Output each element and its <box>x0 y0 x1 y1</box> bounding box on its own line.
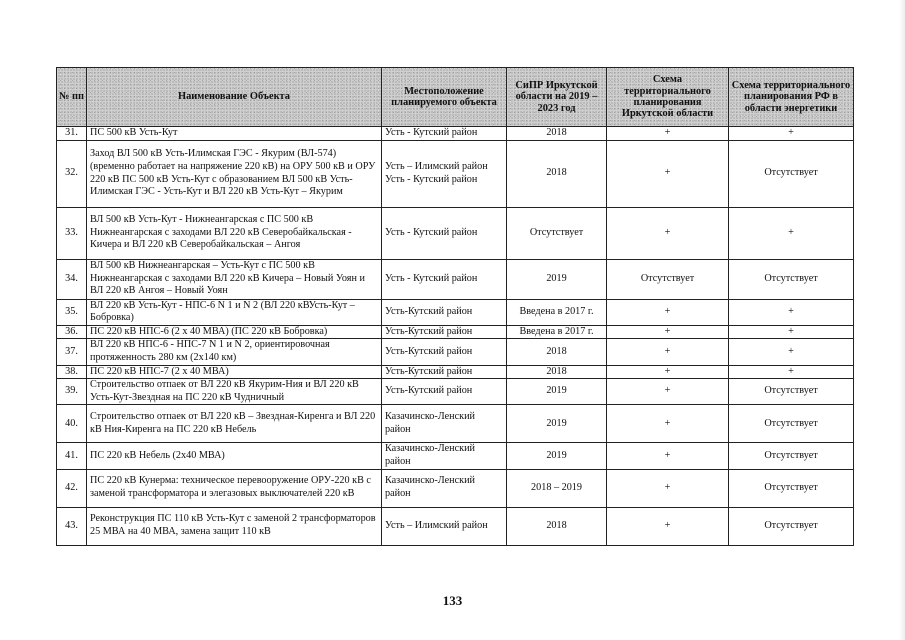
cell-sipr: Отсутствует <box>507 207 607 259</box>
cell-stp-irkutsk: Отсутствует <box>607 259 729 299</box>
cell-stp-irkutsk: + <box>607 365 729 379</box>
scan-edge <box>899 0 905 640</box>
header-sipr: СиПР Иркутской области на 2019 – 2023 год <box>507 68 607 127</box>
table-row <box>57 379 854 405</box>
cell-sipr: 2018 – 2019 <box>507 469 607 507</box>
cell-object-name: ВЛ 500 кВ Усть-Кут - Нижнеангарская с ПС 500 кВ Нижнеангарская с заходами ВЛ 220 кВ Северобайкальская - Кичера и ВЛ 220 кВ Северобайкальская – Ангоя <box>87 207 382 259</box>
cell-object-name: ПС 220 кВ НПС-7 (2 х 40 МВА) <box>87 365 382 379</box>
cell-sipr: 2019 <box>507 379 607 405</box>
cell-object-name: Заход ВЛ 500 кВ Усть-Илимская ГЭС - Якурим (ВЛ-574) (временно работает на напряжение 220 кВ) на ОРУ 500 кВ и ОРУ 220 кВ ПС 500 кВ Усть-Кут с образованием ВЛ 500 кВ Усть-Илимская ГЭС - Усть-Кут и ВЛ 220 кВ Усть-Кут – Якурим <box>87 140 382 207</box>
cell-location: Усть - Кутский район <box>382 207 507 259</box>
cell-number: 36. <box>57 325 87 339</box>
cell-stp-irkutsk: + <box>607 325 729 339</box>
cell-stp-rf: Отсутствует <box>729 379 854 405</box>
cell-location: Усть-Кутский район <box>382 325 507 339</box>
cell-number: 33. <box>57 207 87 259</box>
table-row <box>57 507 854 545</box>
cell-object-name: ПС 220 кВ Кунерма: техническое перевооружение ОРУ-220 кВ с заменой трансформатора и элегазовых выключателей 220 кВ <box>87 469 382 507</box>
cell-stp-rf: + <box>729 325 854 339</box>
cell-stp-rf: + <box>729 127 854 141</box>
cell-stp-rf: + <box>729 299 854 325</box>
cell-sipr: 2018 <box>507 507 607 545</box>
cell-sipr: 2018 <box>507 127 607 141</box>
page-number: 133 <box>442 593 463 608</box>
cell-object-name: Реконструкция ПС 110 кВ Усть-Кут с заменой 2 трансформаторов 25 МВА на 40 МВА, замена защит 110 кВ <box>87 507 382 545</box>
cell-location: Усть - Кутский район <box>382 127 507 141</box>
cell-stp-irkutsk: + <box>607 140 729 207</box>
cell-object-name: ПС 500 кВ Усть-Кут <box>87 127 382 141</box>
cell-stp-irkutsk: + <box>607 507 729 545</box>
table-row <box>57 443 854 469</box>
cell-sipr: Введена в 2017 г. <box>507 325 607 339</box>
table-header-row <box>57 68 854 127</box>
header-stp-rf: Схема территориального планирования РФ в области энергетики <box>729 68 854 127</box>
table-row <box>57 339 854 365</box>
cell-location: Казачинско-Ленский район <box>382 469 507 507</box>
cell-stp-rf: Отсутствует <box>729 259 854 299</box>
cell-stp-irkutsk: + <box>607 299 729 325</box>
cell-number: 42. <box>57 469 87 507</box>
cell-stp-rf: + <box>729 339 854 365</box>
cell-stp-irkutsk: + <box>607 127 729 141</box>
cell-stp-rf: Отсутствует <box>729 405 854 443</box>
cell-object-name: ПС 220 кВ НПС-6 (2 х 40 МВА) (ПС 220 кВ Бобровка) <box>87 325 382 339</box>
cell-stp-rf: Отсутствует <box>729 443 854 469</box>
cell-stp-irkutsk: + <box>607 443 729 469</box>
cell-sipr: Введена в 2017 г. <box>507 299 607 325</box>
header-number: № пп <box>57 68 87 127</box>
cell-object-name: ПС 220 кВ Небель (2х40 МВА) <box>87 443 382 469</box>
cell-number: 37. <box>57 339 87 365</box>
table-row <box>57 140 854 207</box>
cell-location: Усть-Кутский район <box>382 339 507 365</box>
cell-stp-rf: Отсутствует <box>729 140 854 207</box>
cell-stp-irkutsk: + <box>607 207 729 259</box>
cell-number: 34. <box>57 259 87 299</box>
cell-location: Усть-Кутский район <box>382 379 507 405</box>
cell-sipr: 2019 <box>507 443 607 469</box>
cell-stp-rf: + <box>729 365 854 379</box>
cell-number: 39. <box>57 379 87 405</box>
cell-sipr: 2018 <box>507 140 607 207</box>
cell-location: Усть - Кутский район <box>382 259 507 299</box>
cell-location: Казачинско-Ленский район <box>382 405 507 443</box>
cell-object-name: Строительство отпаек от ВЛ 220 кВ – Звездная-Киренга и ВЛ 220 кВ Ния-Киренга на ПС 220 кВ Небель <box>87 405 382 443</box>
table-row <box>57 405 854 443</box>
table-row <box>57 469 854 507</box>
cell-sipr: 2018 <box>507 339 607 365</box>
cell-object-name: ВЛ 220 кВ Усть-Кут - НПС-6 N 1 и N 2 (ВЛ 220 кВУсть-Кут – Бобровка) <box>87 299 382 325</box>
cell-object-name: Строительство отпаек от ВЛ 220 кВ Якурим-Ния и ВЛ 220 кВ Усть-Кут-Звездная на ПС 220 кВ Чудничный <box>87 379 382 405</box>
cell-number: 40. <box>57 405 87 443</box>
cell-location: Усть-Кутский район <box>382 365 507 379</box>
cell-stp-irkutsk: + <box>607 469 729 507</box>
cell-object-name: ВЛ 220 кВ НПС-6 - НПС-7 N 1 и N 2, ориентировочная протяженность 280 км (2х140 км) <box>87 339 382 365</box>
cell-stp-irkutsk: + <box>607 379 729 405</box>
cell-location: Усть – Илимский район <box>382 507 507 545</box>
table-row <box>57 207 854 259</box>
cell-stp-irkutsk: + <box>607 405 729 443</box>
cell-stp-irkutsk: + <box>607 339 729 365</box>
table-row <box>57 365 854 379</box>
table-body <box>57 127 854 546</box>
cell-number: 41. <box>57 443 87 469</box>
table-row <box>57 127 854 141</box>
header-stp-irkutsk: Схема территориального планирования Иркутской области <box>607 68 729 127</box>
objects-table <box>56 67 854 546</box>
cell-number: 32. <box>57 140 87 207</box>
cell-stp-rf: Отсутствует <box>729 507 854 545</box>
cell-stp-rf: + <box>729 207 854 259</box>
header-object-name: Наименование Объекта <box>87 68 382 127</box>
cell-location: Усть-Кутский район <box>382 299 507 325</box>
cell-location: Казачинско-Ленский район <box>382 443 507 469</box>
table-row <box>57 299 854 325</box>
cell-number: 31. <box>57 127 87 141</box>
header-location: Местоположение планируемого объекта <box>382 68 507 127</box>
cell-number: 35. <box>57 299 87 325</box>
cell-location: Усть – Илимский район Усть - Кутский район <box>382 140 507 207</box>
cell-number: 38. <box>57 365 87 379</box>
cell-sipr: 2018 <box>507 365 607 379</box>
cell-stp-rf: Отсутствует <box>729 469 854 507</box>
table-row <box>57 325 854 339</box>
cell-object-name: ВЛ 500 кВ Нижнеангарская – Усть-Кут с ПС 500 кВ Нижнеангарская с заходами ВЛ 220 кВ Кичера – Новый Уоян и ВЛ 220 кВ Ангоя – Новый Уоян <box>87 259 382 299</box>
cell-sipr: 2019 <box>507 259 607 299</box>
table-row <box>57 259 854 299</box>
cell-sipr: 2019 <box>507 405 607 443</box>
cell-number: 43. <box>57 507 87 545</box>
